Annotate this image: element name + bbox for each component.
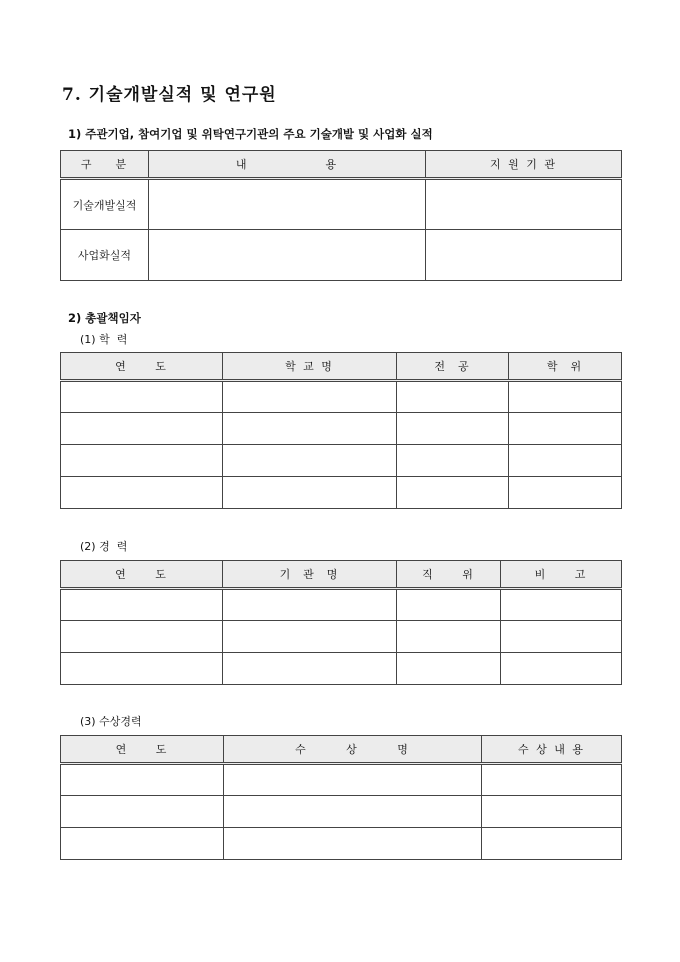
table-cell[interactable] (397, 413, 509, 445)
table-cell[interactable] (223, 477, 397, 509)
table-cell[interactable] (223, 413, 397, 445)
education-table (60, 352, 622, 509)
header-year: 연 도 (61, 561, 223, 589)
table-cell[interactable] (482, 796, 622, 828)
performance-table (60, 150, 622, 281)
table-cell[interactable] (482, 828, 622, 860)
header-degree: 학 위 (509, 353, 622, 381)
row-label-tech-dev: 기술개발실적 (61, 179, 149, 230)
header-year: 연 도 (61, 353, 223, 381)
table-cell[interactable] (397, 589, 501, 621)
header-award-name: 수 상 명 (224, 736, 482, 764)
table-cell[interactable] (61, 381, 223, 413)
career-title: (2) 경 력 (80, 540, 128, 553)
table-cell[interactable] (223, 445, 397, 477)
header-school: 학 교 명 (223, 353, 397, 381)
table-row (61, 179, 622, 230)
table-cell[interactable] (397, 621, 501, 653)
table-cell[interactable] (61, 621, 223, 653)
header-major: 전 공 (397, 353, 509, 381)
header-year: 연 도 (61, 736, 224, 764)
section-title: 7. 기술개발실적 및 연구원 (62, 85, 277, 105)
table-row (61, 796, 622, 828)
table-cell[interactable] (223, 589, 397, 621)
header-institution: 기 관 명 (223, 561, 397, 589)
table-row (61, 828, 622, 860)
subsection-performance-title: 1) 주관기업, 참여기업 및 위탁연구기관의 주요 기술개발 및 사업화 실적 (68, 127, 433, 141)
header-category: 구 분 (61, 151, 149, 179)
table-cell[interactable] (397, 653, 501, 685)
table-cell[interactable] (509, 413, 622, 445)
table-row (61, 621, 622, 653)
content-cell[interactable] (149, 179, 426, 230)
table-row (61, 477, 622, 509)
agency-cell[interactable] (426, 179, 622, 230)
table-cell[interactable] (224, 796, 482, 828)
table-cell[interactable] (224, 764, 482, 796)
table-cell[interactable] (509, 445, 622, 477)
header-award-details: 수 상 내 용 (482, 736, 622, 764)
table-cell[interactable] (61, 589, 223, 621)
awards-title: (3) 수상경력 (80, 715, 142, 728)
table-cell[interactable] (61, 796, 224, 828)
table-row (61, 413, 622, 445)
table-cell[interactable] (223, 653, 397, 685)
table-cell[interactable] (61, 445, 223, 477)
table-cell[interactable] (61, 764, 224, 796)
table-cell[interactable] (397, 445, 509, 477)
table-cell[interactable] (501, 621, 622, 653)
header-position: 직 위 (397, 561, 501, 589)
agency-cell[interactable] (426, 230, 622, 281)
header-remarks: 비 고 (501, 561, 622, 589)
table-row (61, 589, 622, 621)
table-cell[interactable] (501, 653, 622, 685)
table-row (61, 230, 622, 281)
table-cell[interactable] (397, 381, 509, 413)
table-cell[interactable] (61, 413, 223, 445)
table-cell[interactable] (223, 621, 397, 653)
table-cell[interactable] (482, 764, 622, 796)
awards-table (60, 735, 622, 860)
header-content: 내 용 (149, 151, 426, 179)
table-cell[interactable] (223, 381, 397, 413)
table-cell[interactable] (61, 828, 224, 860)
table-cell[interactable] (61, 653, 223, 685)
table-row (61, 653, 622, 685)
table-cell[interactable] (224, 828, 482, 860)
table-row (61, 445, 622, 477)
table-cell[interactable] (501, 589, 622, 621)
subsection-pi-title: 2) 총괄책임자 (68, 311, 141, 325)
career-table (60, 560, 622, 685)
education-title: (1) 학 력 (80, 333, 128, 346)
table-row (61, 764, 622, 796)
table-cell[interactable] (509, 477, 622, 509)
table-row (61, 381, 622, 413)
row-label-commercialization: 사업화실적 (61, 230, 149, 281)
content-cell[interactable] (149, 230, 426, 281)
table-cell[interactable] (397, 477, 509, 509)
header-support-agency: 지 원 기 관 (426, 151, 622, 179)
table-cell[interactable] (509, 381, 622, 413)
table-cell[interactable] (61, 477, 223, 509)
